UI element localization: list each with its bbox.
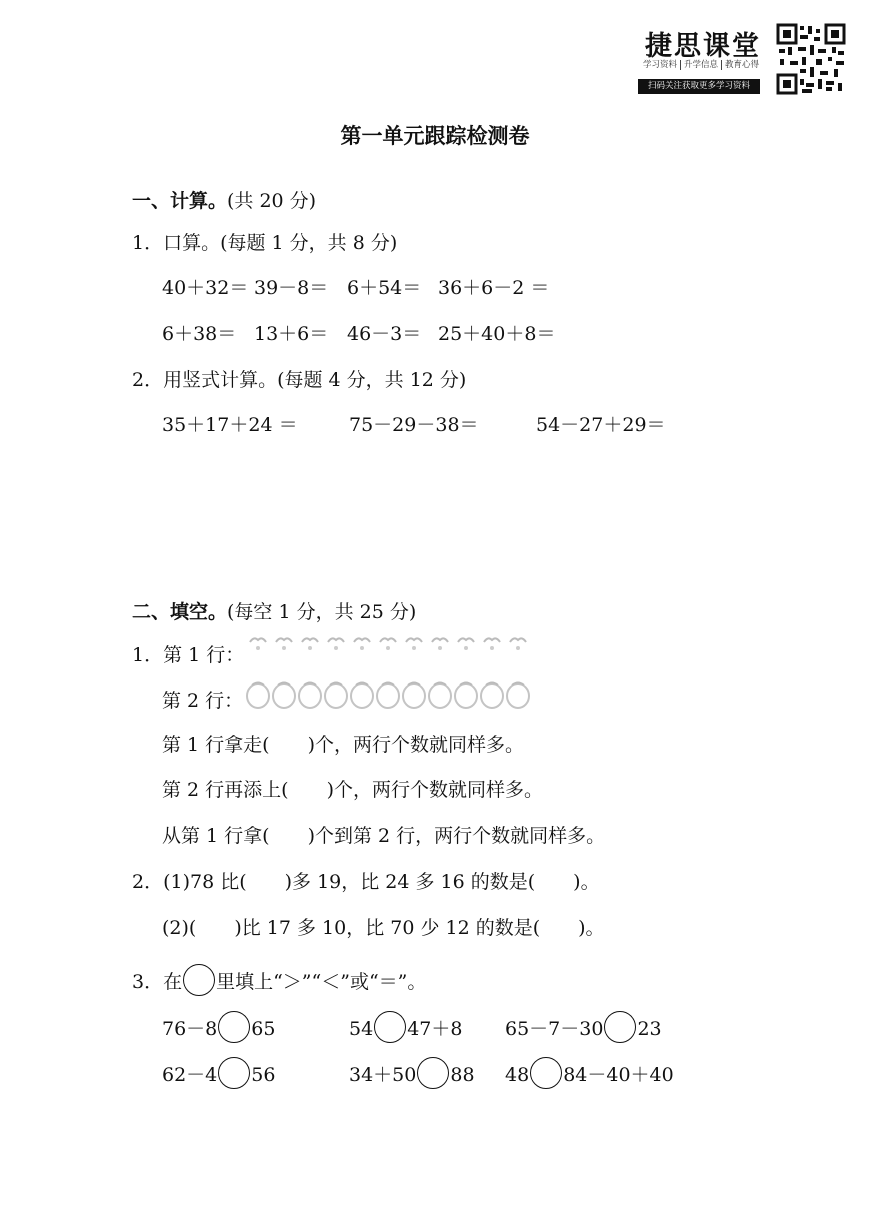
oral-calc-item: 6＋54＝ <box>347 277 422 299</box>
compare-item <box>349 1011 462 1043</box>
oral-calc-item: 40＋32＝ <box>162 277 249 299</box>
page-title: 第一单元跟踪检测卷 <box>340 124 530 148</box>
oral-calc-item: 39－8＝ <box>254 277 329 299</box>
compare-right: 88 <box>450 1064 475 1086</box>
answer-circle[interactable] <box>417 1057 449 1089</box>
answer-circle[interactable] <box>604 1011 636 1043</box>
q2-2-line2: (2)( )比 17 多 10，比 70 少 12 的数是( )。 <box>162 917 605 939</box>
q2-3-prompt <box>132 964 426 996</box>
compare-item <box>505 1057 674 1089</box>
section-1-heading <box>132 186 316 213</box>
answer-circle[interactable] <box>374 1011 406 1043</box>
row-2-item-icon <box>429 683 451 709</box>
brand-tag: 学习资料 <box>643 60 678 70</box>
brand-bar: 扫码关注获取更多学习资料 <box>638 79 760 94</box>
row-2-items <box>246 678 538 712</box>
compare-circle-icon <box>183 964 215 996</box>
q2-1-row1-label: 1．第 1 行： <box>132 644 245 666</box>
section-1-score: (共 20 分) <box>227 190 317 212</box>
vertical-calc-item: 75－29－38＝ <box>349 414 479 436</box>
row-2-item-icon <box>273 683 295 709</box>
brand-tags <box>640 58 762 70</box>
row-1-item-icon <box>354 638 370 650</box>
row-1-item-icon <box>328 638 344 650</box>
q1-2-label: 2．用竖式计算。(每题 4 分，共 12 分) <box>132 369 467 391</box>
row-1-item-icon <box>302 638 318 650</box>
brand-name: 捷思课堂 <box>645 31 761 62</box>
q2-1-line: 第 2 行再添上( )个，两行个数就同样多。 <box>162 779 543 801</box>
row-2-item-icon <box>403 683 425 709</box>
q2-1-line: 第 1 行拿走( )个，两行个数就同样多。 <box>162 734 524 756</box>
row-2-figures <box>246 678 538 712</box>
row-1-item-icon <box>276 638 292 650</box>
compare-right: 23 <box>637 1018 662 1040</box>
compare-right: 47＋8 <box>407 1018 463 1040</box>
q1-1-label: 1．口算。(每题 1 分，共 8 分) <box>132 232 398 254</box>
brand-tag: 升学信息 <box>680 60 721 70</box>
compare-right: 56 <box>251 1064 276 1086</box>
answer-circle[interactable] <box>530 1057 562 1089</box>
q2-1-row2-label: 第 2 行： <box>162 690 244 712</box>
brand-tag: 教育心得 <box>721 60 762 70</box>
oral-calc-item: 36＋6－2 ＝ <box>438 277 550 299</box>
row-2-item-icon <box>377 683 399 709</box>
compare-right: 65 <box>251 1018 276 1040</box>
compare-left: 62－4 <box>162 1064 218 1086</box>
section-2-score: (每空 1 分，共 25 分) <box>227 601 417 623</box>
oral-calc-item: 6＋38＝ <box>162 323 237 345</box>
q2-1-line: 从第 1 行拿( )个到第 2 行，两行个数就同样多。 <box>162 825 606 847</box>
row-2-item-icon <box>351 683 373 709</box>
row-1-item-icon <box>484 638 500 650</box>
oral-calc-item: 13＋6＝ <box>254 323 329 345</box>
row-2-item-icon <box>481 683 503 709</box>
compare-left: 76－8 <box>162 1018 218 1040</box>
compare-item <box>505 1011 662 1043</box>
row-1-items <box>246 632 536 660</box>
row-2-item-icon <box>325 683 347 709</box>
q2-2-line1: 2．(1)78 比( )多 19，比 24 多 16 的数是( )。 <box>132 871 600 893</box>
q2-3-prompt-end: 里填上“＞”“＜”或“＝”。 <box>216 971 427 993</box>
qr-code-icon[interactable] <box>776 23 846 95</box>
row-1-item-icon <box>458 638 474 650</box>
row-2-item-icon <box>247 683 269 709</box>
q2-3-prompt-start: 3．在 <box>132 971 183 993</box>
compare-left: 34＋50 <box>349 1064 417 1086</box>
compare-item <box>349 1057 475 1089</box>
compare-left: 54 <box>349 1018 374 1040</box>
row-1-item-icon <box>250 638 266 650</box>
row-2-item-icon <box>299 683 321 709</box>
section-1-title: 一、计算。 <box>132 190 228 212</box>
oral-calc-item: 25＋40＋8＝ <box>438 323 556 345</box>
row-1-item-icon <box>406 638 422 650</box>
row-1-item-icon <box>510 638 526 650</box>
answer-circle[interactable] <box>218 1011 250 1043</box>
answer-circle[interactable] <box>218 1057 250 1089</box>
section-2-title: 二、填空。 <box>132 601 228 623</box>
compare-item <box>162 1011 275 1043</box>
row-1-figures <box>246 632 536 660</box>
section-2-heading <box>132 597 416 624</box>
compare-left: 48 <box>505 1064 530 1086</box>
compare-item <box>162 1057 275 1089</box>
row-1-item-icon <box>432 638 448 650</box>
compare-left: 65－7－30 <box>505 1018 604 1040</box>
compare-right: 84－40＋40 <box>563 1064 674 1086</box>
row-2-item-icon <box>455 683 477 709</box>
vertical-calc-item: 54－27＋29＝ <box>536 414 666 436</box>
oral-calc-item: 46－3＝ <box>347 323 422 345</box>
row-1-item-icon <box>380 638 396 650</box>
vertical-calc-item: 35＋17＋24 ＝ <box>162 414 298 436</box>
row-2-item-icon <box>507 683 529 709</box>
